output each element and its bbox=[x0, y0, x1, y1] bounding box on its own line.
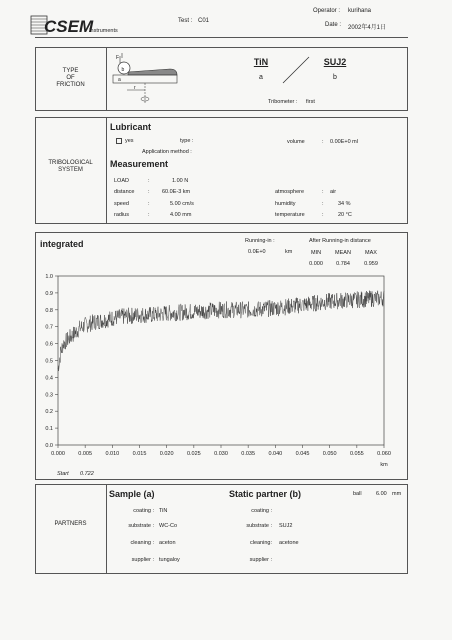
operator-value: kurihana bbox=[348, 8, 372, 14]
x-tick-label: 0.015 bbox=[132, 451, 147, 457]
plot-frame bbox=[58, 276, 384, 445]
pair-a-letter: a bbox=[259, 74, 263, 81]
ball-unit: mm bbox=[392, 491, 402, 497]
running-in-unit: km bbox=[285, 249, 293, 255]
sample-coating-value: TiN bbox=[159, 508, 168, 514]
test-label: Test : bbox=[178, 18, 193, 24]
y-tick-label: 0.2 bbox=[45, 409, 53, 416]
measure-rlabel: humidity bbox=[275, 201, 296, 207]
y-tick-label: 1.0 bbox=[45, 274, 53, 280]
x-tick-label: 0.040 bbox=[268, 451, 283, 457]
sample-cleaning-value: aceton bbox=[159, 540, 176, 546]
start-value: 0.722 bbox=[80, 471, 94, 477]
pair-slash bbox=[281, 55, 311, 85]
logo-sub: Instruments bbox=[89, 28, 118, 34]
running-in-label: Running-in : bbox=[245, 238, 275, 244]
lubricant-heading: Lubricant bbox=[110, 122, 152, 132]
y-tick-label: 0.6 bbox=[45, 341, 53, 348]
friction-section-label: TYPE OF FRICTION bbox=[56, 68, 85, 88]
running-in-value: 0.0E+0 bbox=[248, 249, 266, 255]
stat-header-max: MAX bbox=[365, 250, 377, 256]
static-coating-label: coating : bbox=[251, 508, 272, 514]
volume-value: 0.00E+0 ml bbox=[330, 139, 358, 145]
sample-supplier-label: supplier : bbox=[131, 557, 154, 563]
y-tick-label: 0.1 bbox=[45, 426, 53, 433]
measure-value: 4.00 mm bbox=[170, 212, 192, 218]
x-tick-label: 0.055 bbox=[349, 451, 364, 457]
tribometer-value: first bbox=[306, 99, 315, 105]
y-tick-label: 0.0 bbox=[45, 443, 53, 449]
partners-divider bbox=[106, 484, 107, 574]
volume-label: volume bbox=[287, 139, 305, 145]
partners-box bbox=[35, 484, 408, 574]
friction-divider bbox=[106, 47, 107, 111]
y-tick-label: 0.7 bbox=[45, 324, 53, 331]
static-supplier-label: supplier : bbox=[249, 557, 272, 563]
static-substrate-value: SUJ2 bbox=[279, 523, 293, 529]
sample-substrate-label: substrate : bbox=[128, 523, 154, 529]
ball-value: 6.00 bbox=[376, 491, 387, 497]
y-tick-label: 0.4 bbox=[45, 375, 53, 382]
after-running-in-label: After Running-in distance bbox=[309, 238, 371, 244]
measure-label: LOAD bbox=[114, 178, 129, 184]
pin-on-disk-diagram bbox=[110, 50, 180, 108]
measure-sep: : bbox=[148, 178, 150, 184]
x-tick-label: 0.035 bbox=[241, 451, 256, 457]
tribological-divider bbox=[106, 117, 107, 224]
pair-b-letter: b bbox=[333, 74, 337, 81]
measure-sep: : bbox=[148, 201, 150, 207]
stat-value-min: 0.000 bbox=[309, 261, 323, 267]
start-label: Start bbox=[57, 471, 69, 477]
measurement-heading: Measurement bbox=[110, 159, 169, 169]
y-tick-label: 0.5 bbox=[45, 358, 53, 365]
date-value: 2002年4月1日 bbox=[348, 25, 387, 31]
stat-value-max: 0.959 bbox=[364, 261, 378, 267]
static-cleaning-value: acetone bbox=[279, 540, 299, 546]
y-tick-label: 0.3 bbox=[45, 392, 53, 399]
friction-chart bbox=[36, 268, 406, 468]
volume-sep: : bbox=[322, 139, 324, 145]
x-tick-label: 0.005 bbox=[78, 451, 93, 457]
x-tick-label: 0.020 bbox=[159, 451, 174, 457]
operator-label: Operator : bbox=[313, 8, 341, 14]
y-tick-label: 0.8 bbox=[45, 307, 53, 314]
stat-value-mean: 0.784 bbox=[336, 261, 350, 267]
sample-supplier-value: tungaloy bbox=[159, 557, 180, 563]
measure-value: 60.0E-3 km bbox=[162, 189, 191, 195]
x-tick-label: 0.050 bbox=[322, 451, 337, 457]
measure-rlabel: temperature bbox=[275, 212, 305, 218]
x-tick-label: 0.030 bbox=[214, 451, 228, 457]
y-tick-label: 0.9 bbox=[45, 290, 53, 297]
svg-text:F: F bbox=[116, 55, 120, 61]
measure-value: 5.00 cm/s bbox=[170, 201, 194, 207]
static-substrate-label: substrate : bbox=[246, 523, 272, 529]
application-label: Application method : bbox=[142, 149, 192, 155]
svg-text:a: a bbox=[118, 77, 121, 83]
measure-label: speed bbox=[114, 201, 129, 207]
tribometer-label: Tribometer : bbox=[268, 99, 298, 105]
static-cleaning-label: cleaning: bbox=[249, 540, 272, 546]
measure-sep: : bbox=[148, 212, 150, 218]
measure-value: 1.00 N bbox=[172, 178, 189, 184]
measure-rvalue: 34 % bbox=[338, 201, 351, 207]
yes-checkbox[interactable] bbox=[116, 138, 122, 144]
type-label: type : bbox=[180, 138, 194, 144]
svg-text:b: b bbox=[121, 67, 125, 73]
measure-label: radius bbox=[114, 212, 129, 218]
x-tick-label: 0.010 bbox=[105, 451, 120, 457]
sample-cleaning-label: cleaning : bbox=[130, 540, 154, 546]
x-tick-label: 0.045 bbox=[295, 451, 310, 457]
measure-rsep: : bbox=[322, 212, 324, 218]
measure-rvalue: 20 °C bbox=[338, 212, 352, 218]
ball-label: ball bbox=[353, 491, 362, 497]
sample-heading: Sample (a) bbox=[109, 489, 155, 499]
yes-label: yes bbox=[125, 138, 134, 144]
measure-label: distance bbox=[114, 189, 135, 195]
x-tick-label: 0.025 bbox=[186, 451, 201, 457]
svg-text:r: r bbox=[134, 85, 136, 91]
sample-coating-label: coating : bbox=[133, 508, 154, 514]
measure-rsep: : bbox=[322, 201, 324, 207]
pair-b: SUJ2 bbox=[323, 57, 347, 67]
stat-header-min: MIN bbox=[310, 250, 322, 256]
stat-header-mean: MEAN bbox=[335, 250, 351, 256]
friction-series-line bbox=[58, 291, 384, 371]
x-tick-label: 0.000 bbox=[51, 451, 65, 457]
chart-title: integrated bbox=[40, 239, 84, 249]
pair-a: TiN bbox=[253, 57, 269, 67]
measure-rlabel: atmosphere bbox=[275, 189, 305, 195]
measure-rsep: : bbox=[322, 189, 324, 195]
x-tick-label: 0.060 bbox=[377, 451, 391, 457]
logo-text: CSEM bbox=[44, 17, 94, 36]
measure-sep: : bbox=[148, 189, 150, 195]
header-divider bbox=[35, 37, 408, 38]
date-label: Date : bbox=[325, 22, 342, 28]
static-partner-heading: Static partner (b) bbox=[229, 489, 302, 499]
x-axis-unit: km bbox=[380, 462, 388, 468]
tribological-section-label: TRIBOLOGICAL SYSTEM bbox=[48, 160, 93, 173]
test-value: C01 bbox=[198, 18, 210, 24]
sample-substrate-value: WC-Co bbox=[159, 523, 178, 529]
measure-rvalue: air bbox=[330, 189, 337, 195]
partners-section-label: PARTNERS bbox=[54, 521, 87, 527]
